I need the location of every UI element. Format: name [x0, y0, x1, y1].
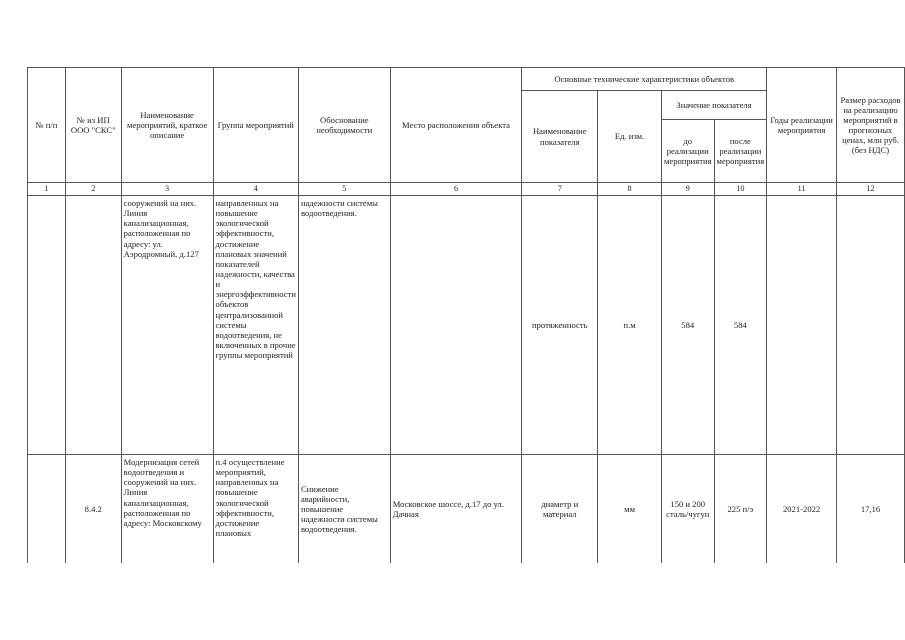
column-number: 3 [121, 183, 213, 196]
cell-ip-num [65, 196, 121, 455]
cell-name: Модернизация сетей водоотведения и сооружений на них. Линия канализационная, расположенная по адресу: Московскому [121, 455, 213, 564]
header-location: Место расположения объекта [390, 68, 522, 183]
table-row [28, 455, 905, 564]
cell-cost [837, 196, 905, 455]
header-justification: Обоснование необходимости [298, 68, 390, 183]
cell-years [767, 196, 837, 455]
column-number: 8 [598, 183, 662, 196]
table-row [28, 196, 905, 455]
header-name: Наименование мероприятий, краткое описание [121, 68, 213, 183]
column-number: 6 [390, 183, 522, 196]
column-number: 12 [837, 183, 905, 196]
cell-justification: надежности системы водоотведения. [298, 196, 390, 455]
cell-after: 584 [714, 196, 767, 455]
header-after: после реализации мероприятия [714, 120, 767, 183]
cell-location: Московское шоссе, д.17 до ул. Дачная [390, 455, 522, 564]
column-number: 9 [661, 183, 714, 196]
column-number-row [28, 183, 905, 196]
cell-indicator: протяженность [522, 196, 598, 455]
column-number: 1 [28, 183, 66, 196]
cell-group: п.4 осуществление мероприятий, направленных на повышение экологической эффективности, достижение плановых [213, 455, 298, 564]
cell-num [28, 196, 66, 455]
header-num: № п/п [28, 68, 66, 183]
header-ip-num: № из ИП ООО "СКС" [65, 68, 121, 183]
header-indicator: Наименование показателя [522, 91, 598, 183]
cell-after: 225 п/э [714, 455, 767, 564]
header-before: до реализации мероприятия [661, 120, 714, 183]
cell-group: направленных на повышение экологической эффективности, достижение плановых значений показателей надежности, качества и энергоэффективности объектов централизованной системы водоотведения, не включенных в прочие группы мероприятий [213, 196, 298, 455]
cell-unit: п.м [598, 196, 662, 455]
header-tech-group: Основные технические характеристики объектов [522, 68, 767, 91]
header-cost: Размер расходов на реализацию мероприятий в прогнозных ценах, млн руб. (без НДС) [837, 68, 905, 183]
column-number: 7 [522, 183, 598, 196]
column-number: 5 [298, 183, 390, 196]
column-number: 4 [213, 183, 298, 196]
header-value-group: Значение показателя [661, 91, 766, 120]
header-group: Группа мероприятий [213, 68, 298, 183]
header-years: Годы реализации мероприятия [767, 68, 837, 183]
cell-before: 584 [661, 196, 714, 455]
column-number: 11 [767, 183, 837, 196]
cell-unit: мм [598, 455, 662, 564]
cell-name: сооружений на них. Линия канализационная, расположенная по адресу: ул. Аэродромный, д.127 [121, 196, 213, 455]
cell-before: 150 и 200 сталь/чугун [661, 455, 714, 564]
header-unit: Ед. изм. [598, 91, 662, 183]
column-number: 2 [65, 183, 121, 196]
cell-years: 2021-2022 [767, 455, 837, 564]
investment-program-table [27, 67, 905, 563]
cell-num [28, 455, 66, 564]
cell-justification: Снижение аварийности, повышение надежности системы водоотведения. [298, 455, 390, 564]
cell-indicator: диаметр и материал [522, 455, 598, 564]
cell-ip-num: 8.4.2 [65, 455, 121, 564]
column-number: 10 [714, 183, 767, 196]
cell-location [390, 196, 522, 455]
cell-cost: 17,16 [837, 455, 905, 564]
